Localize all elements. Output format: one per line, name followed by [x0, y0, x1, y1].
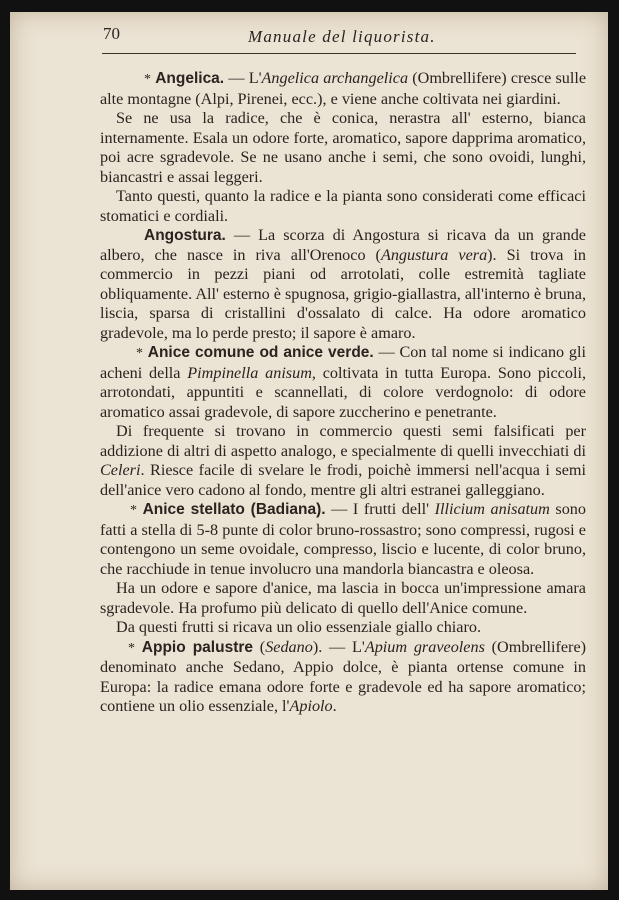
entry-star: * [130, 503, 137, 518]
page-number: 70 [103, 24, 120, 43]
book-page [10, 12, 608, 890]
header-rule [102, 53, 576, 54]
paragraph: Se ne usa la radice, che è conica, nerastra all' esterno, bianca internamente. Esala un odore forte, aromatico, sapore dapprima aromatico, poi acre sgradevole. Se ne usano anche i semi, che sono ovoidi, lunghi, biancastri e assai leggeri. [100, 109, 586, 186]
entry-term: Appio palustre [141, 638, 254, 656]
entry-star: * [144, 72, 151, 87]
entry-anice-comune: * Anice comune od anice verde. — Con tal nome si indicano gli acheni della Pimpinella anisum, coltivata in tutta Europa. Sono piccoli, arrotondati, appuntiti e scannellati, di colore verdognolo: di odore aromatico assai gradevole, di sapore zuccherino e penetrante. [100, 343, 586, 421]
running-header [10, 12, 608, 64]
running-title: Manuale del liquorista. [248, 27, 436, 46]
page-body [100, 69, 586, 717]
entry-anice-stellato: * Anice stellato (Badiana). — I frutti dell' Illicium anisatum sono fatti a stella di 5-8 punte di color bruno-rossastro; sono compressi, rugosi e contengono un seme ovoidale, compresso, liscio e lucente, di color bruno, che racchiude in tenue involucro una mandorla biancastra e oleosa. [100, 500, 586, 578]
entry-angostura: Angostura. — La scorza di Angostura si ricava da un grande albero, che nasce in riva all'Orenoco (Angustura vera). Si trova in commercio in pezzi piani od arrotolati, colle estremità tagliate obliquamente. All' esterno è spugnosa, grigio-giallastra, all'interno è bruna, liscia, sparsa di cristallini d'ossalato di calce. Ha odore aromatico gradevole, ma lo perde presto; il sapore è amaro. [100, 226, 586, 342]
entry-star: * [128, 640, 135, 656]
paragraph: Da questi frutti si ricava un olio essenziale giallo chiaro. [116, 618, 482, 636]
entry-appio-palustre: * Appio palustre (Sedano). — L'Apium graveolens (Ombrellifere) denominato anche Sedano, Appio dolce, è pianta ortense comune in Europa: la radice emana odore forte e gradevole ed ha sapore aromatico; contiene un olio essenziale, l'Apiolo. [100, 637, 587, 715]
paragraph: Tanto questi, quanto la radice e la pianta sono considerati come efficaci stomatici e cordiali. [100, 187, 586, 225]
paragraph: Di frequente si trovano in commercio questi semi falsificati per addizione di altri di aspetto analogo, e specialmente di quelli invecchiati di Celeri. Riesce facile di svelare le frodi, poichè immersi nell'acqua i semi dell'anice vero cadono al fondo, mentre gli altri estranei galleggiano. [100, 422, 586, 499]
entry-term: Anice stellato (Badiana). [142, 501, 326, 518]
entry-term: Angelica. [155, 70, 225, 87]
entry-angelica: * Angelica. — L'Angelica archangelica (Ombrellifere) cresce sulle alte montagne (Alpi, Pirenei, ecc.), e viene anche coltivata nei giardini. [100, 69, 587, 108]
entry-term: Anice comune od anice verde. [147, 344, 374, 361]
paragraph: Ha un odore e sapore d'anice, ma lascia in bocca un'impressione amara sgradevole. Ha profumo più delicato di quello dell'Anice comune. [100, 579, 586, 617]
entry-term: Angostura. [144, 227, 226, 244]
entry-star: * [136, 346, 143, 361]
